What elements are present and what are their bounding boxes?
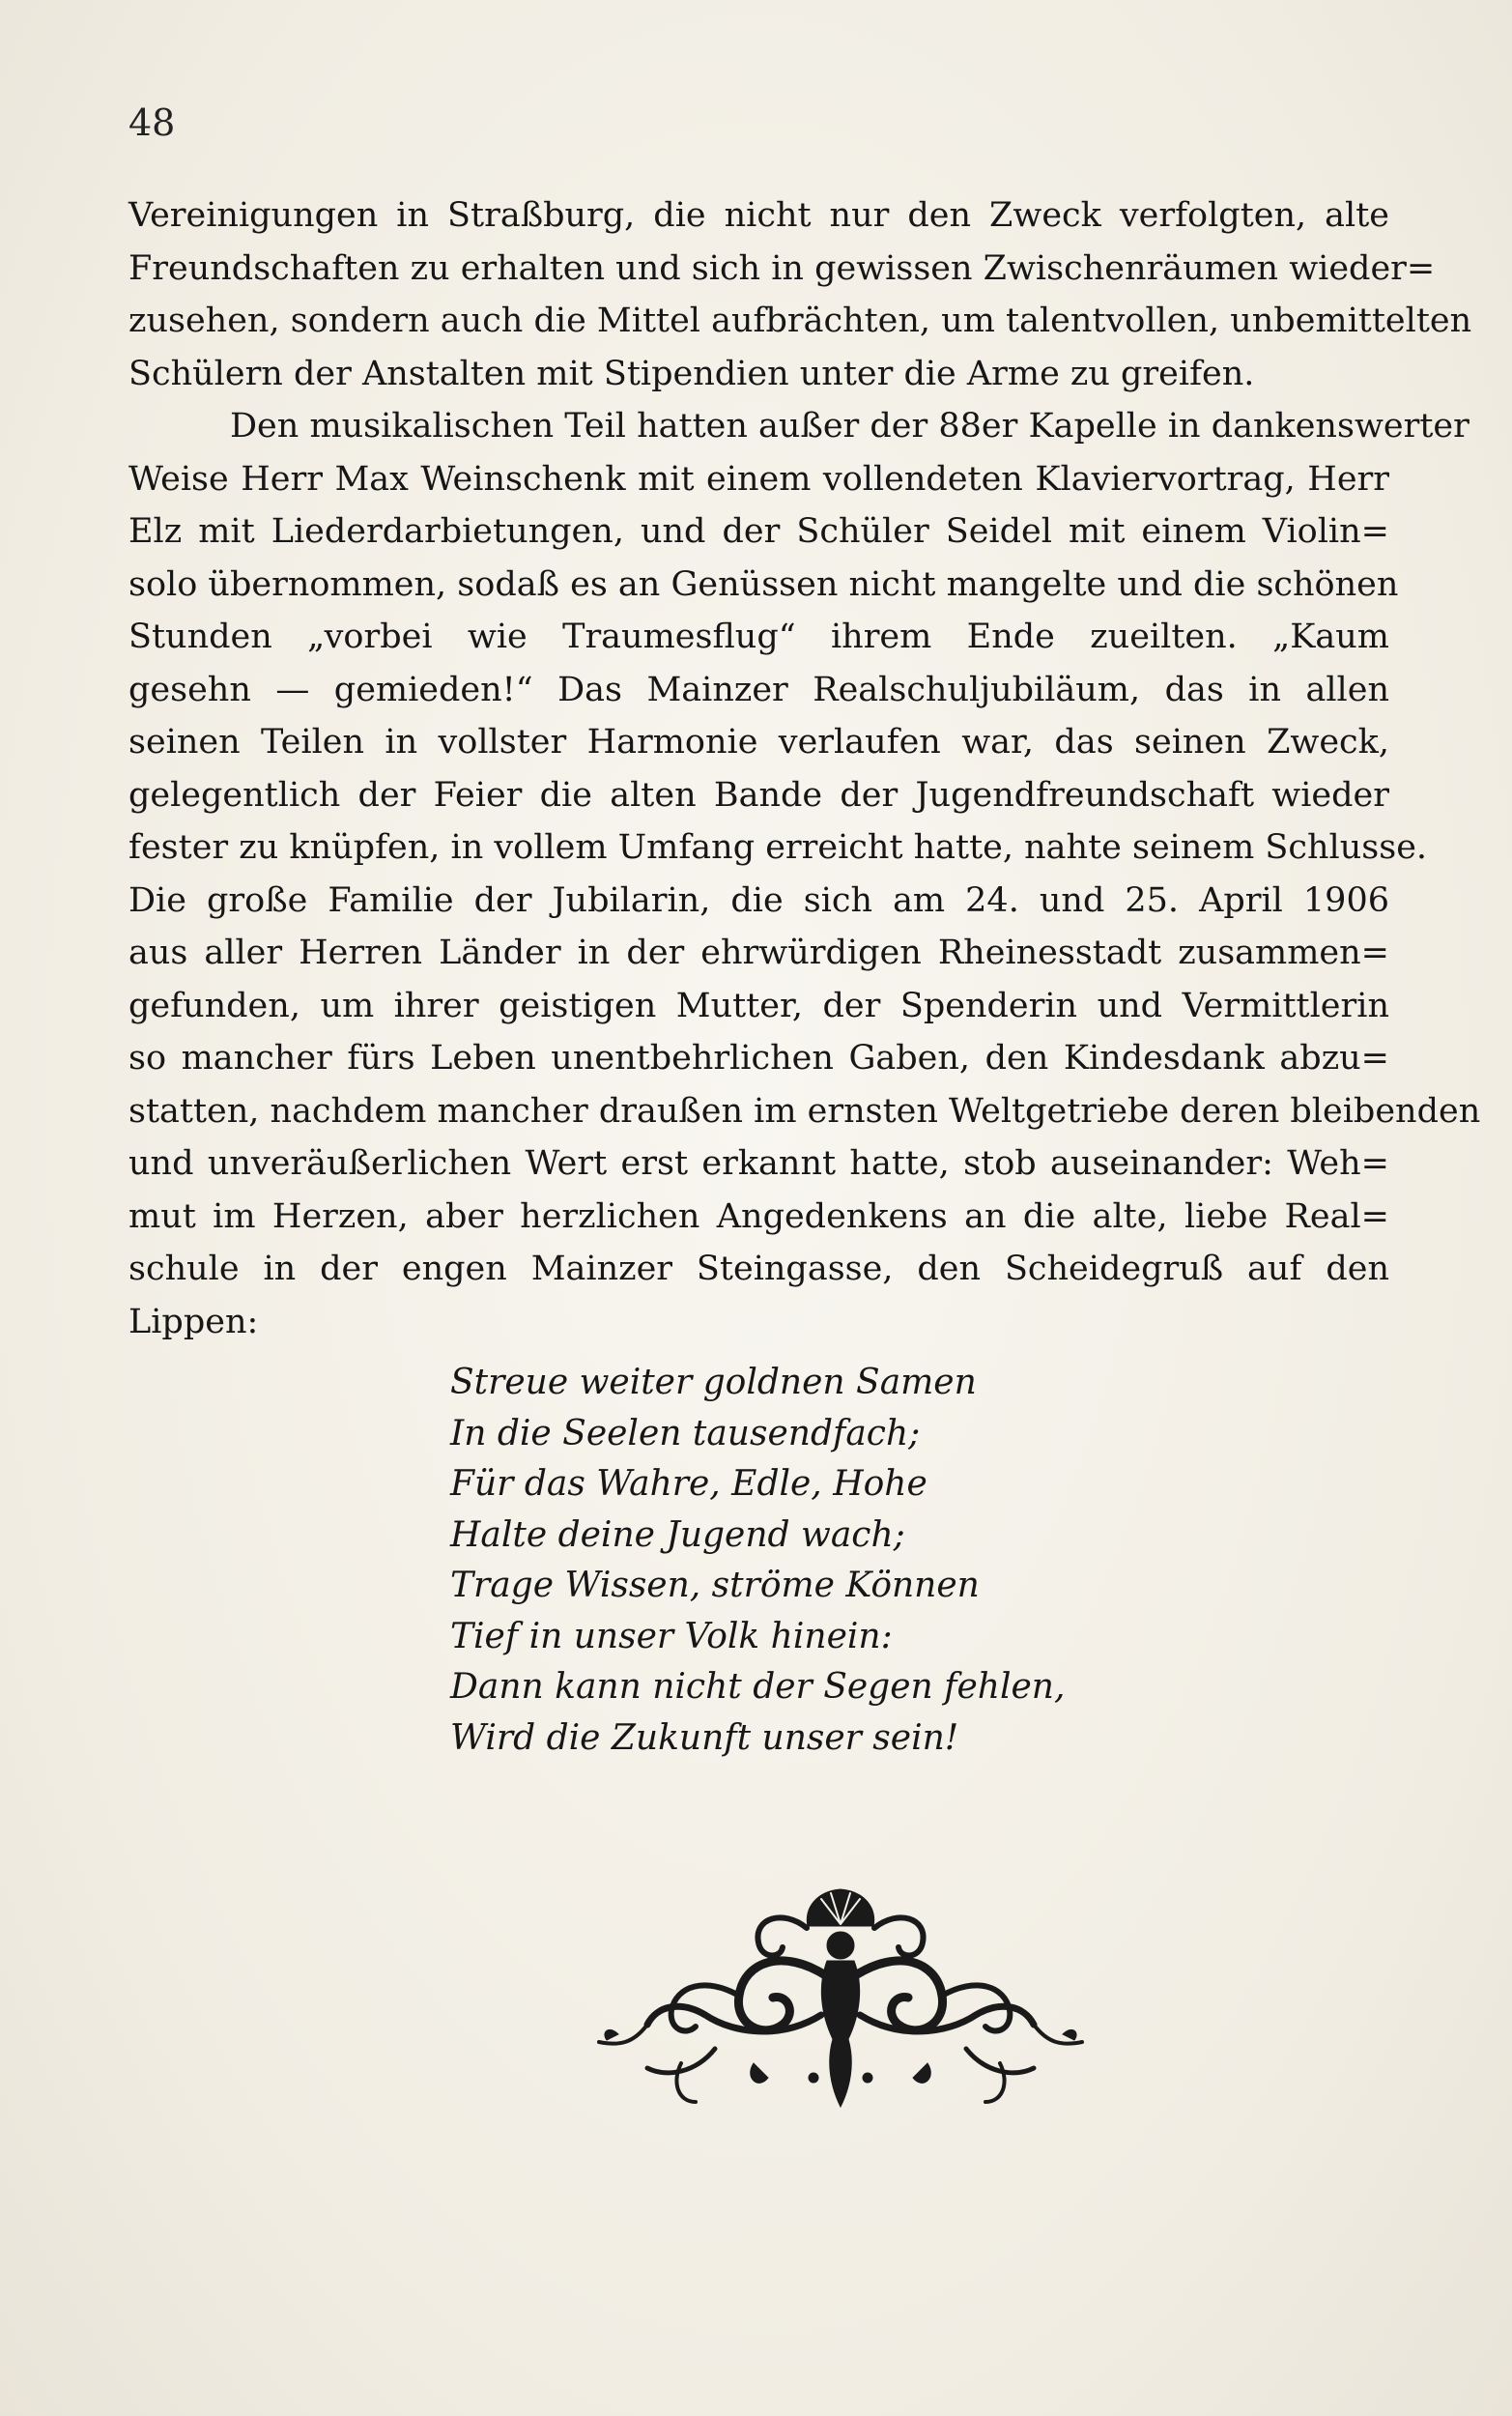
- body-text: [128, 189, 1481, 1348]
- poem: [450, 1358, 1127, 1764]
- text-line: aus aller Herren Länder in der ehrwürdigen Rheinesstadt zusammen=: [128, 934, 1389, 972]
- text-line: schule in der engen Mainzer Steingasse, den Scheidegruß auf den: [128, 1250, 1389, 1288]
- text-line: solo übernommen, sodaß es an Genüssen nicht mangelte und die schönen: [128, 564, 1399, 604]
- text-line: gefunden, um ihrer geistigen Mutter, der Spenderin und Vermittlerin: [128, 986, 1389, 1025]
- poem-line: Tief in unser Volk hinein:: [450, 1616, 893, 1656]
- ornament-vignette: [589, 1870, 1092, 2121]
- text-line: mut im Herzen, aber herzlichen Angedenkens an die alte, liebe Real=: [128, 1196, 1389, 1236]
- poem-line: Dann kann nicht der Segen fehlen,: [450, 1667, 1066, 1707]
- poem-line: In die Seelen tausendfach;: [450, 1413, 921, 1453]
- text-line: Lippen:: [128, 1302, 259, 1341]
- text-line: gelegentlich der Feier die alten Bande der Jugendfreundschaft wieder: [128, 775, 1389, 815]
- text-line: Weise Herr Max Weinschenk mit einem vollendeten Klaviervortrag, Herr: [128, 459, 1389, 499]
- text-line: Die große Familie der Jubilarin, die sich am 24. und 25. April 1906: [128, 880, 1389, 920]
- text-line: Elz mit Liederdarbietungen, und der Schüler Seidel mit einem Violin=: [128, 512, 1389, 551]
- text-line: Freundschaften zu erhalten und sich in gewissen Zwischenräumen wieder=: [128, 248, 1436, 288]
- poem-line: Für das Wahre, Edle, Hohe: [450, 1464, 927, 1504]
- text-line: Vereinigungen in Straßburg, die nicht nur den Zweck verfolgten, alte: [128, 196, 1389, 235]
- text-line: seinen Teilen in vollster Harmonie verlaufen war, das seinen Zweck,: [128, 723, 1389, 762]
- text-line: gesehn — gemieden!“ Das Mainzer Realschuljubiläum, das in allen: [128, 670, 1389, 709]
- text-line: zusehen, sondern auch die Mittel aufbrächten, um talentvollen, unbemittelten: [128, 302, 1472, 340]
- text-line: Stunden „vorbei wie Traumesflug“ ihrem Ende zueilten. „Kaum: [128, 618, 1389, 656]
- text-line: fester zu knüpfen, in vollem Umfang erreicht hatte, nahte seinem Schlusse.: [128, 828, 1428, 867]
- text-line: und unveräußerlichen Wert erst erkannt hatte, stob auseinander: Weh=: [128, 1144, 1389, 1183]
- text-line: statten, nachdem mancher draußen im ernsten Weltgetriebe deren bleibenden: [128, 1091, 1481, 1131]
- text-line: Den musikalischen Teil hatten außer der 88er Kapelle in dankenswerter: [230, 407, 1469, 446]
- text-line: so mancher fürs Leben unentbehrlichen Gaben, den Kindesdank abzu=: [128, 1039, 1389, 1078]
- poem-line: Trage Wissen, ströme Können: [450, 1566, 980, 1605]
- text-line: Schülern der Anstalten mit Stipendien unter die Arme zu greifen.: [128, 354, 1255, 393]
- page-number: 48: [128, 101, 176, 144]
- poem-line: Streue weiter goldnen Samen: [450, 1363, 977, 1402]
- poem-line: Halte deine Jugend wach;: [450, 1514, 905, 1555]
- poem-line: Wird die Zukunft unser sein!: [450, 1717, 959, 1758]
